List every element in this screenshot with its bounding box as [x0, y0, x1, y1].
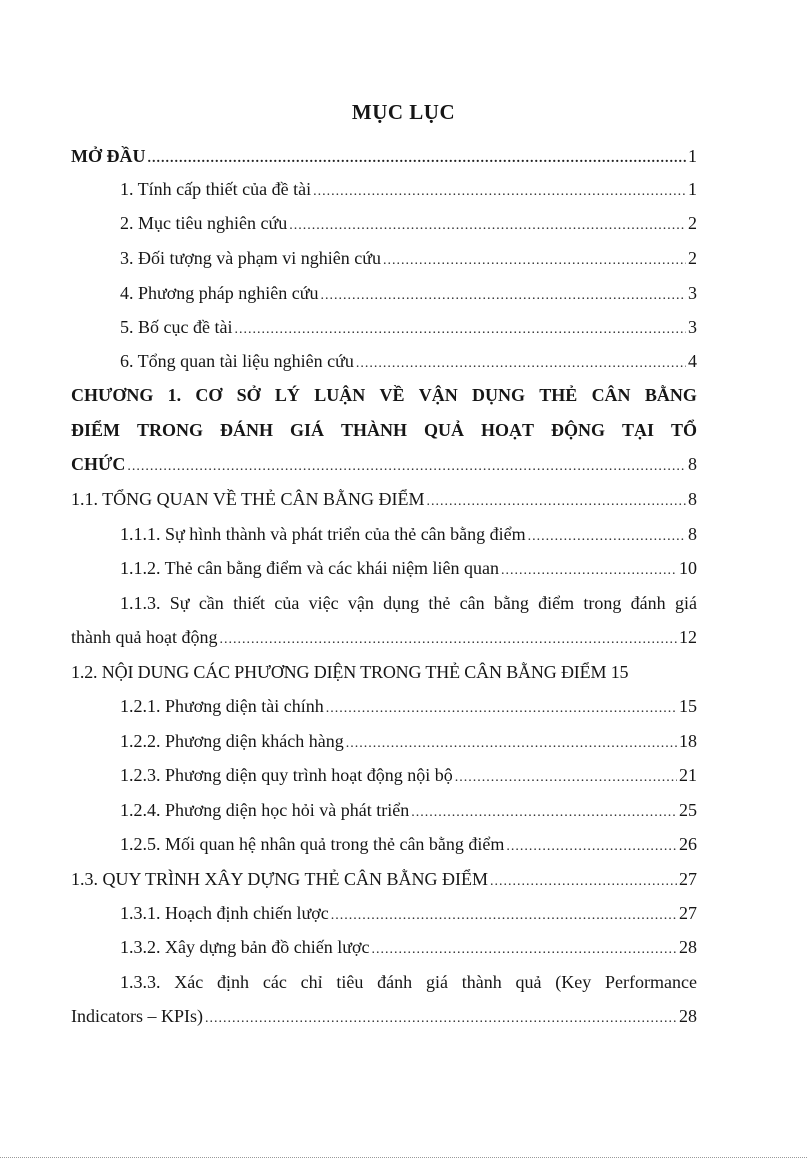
toc-section-1-3-3-line-1[interactable] — [120, 967, 697, 997]
toc-page-number: 21 — [679, 765, 697, 785]
toc-page-number: 27 — [679, 903, 697, 923]
word: TỔ — [670, 420, 697, 440]
toc-entry-6[interactable] — [120, 346, 697, 376]
toc-chapter-1-line-2[interactable] — [71, 415, 697, 445]
dot-leader — [321, 281, 686, 311]
word: CHƯƠNG — [71, 385, 154, 405]
toc-page-number: 3 — [688, 317, 697, 337]
toc-entry-text: 1.2.4. Phương diện học hỏi và phát triển — [120, 800, 410, 820]
word: TẠI — [621, 420, 654, 440]
toc-section-1-3-3-line-2[interactable] — [71, 1001, 697, 1031]
word: thẻ — [428, 593, 451, 613]
dot-leader — [148, 144, 687, 174]
toc-page-number: 25 — [679, 800, 697, 820]
word: dụng — [383, 593, 420, 613]
toc-section-1-2-4[interactable] — [120, 795, 697, 825]
toc-page-number: 15 — [679, 696, 697, 716]
word: QUẢ — [423, 420, 464, 440]
toc-entry-1[interactable] — [120, 174, 697, 204]
toc-entry-text: 2. Mục tiêu nghiên cứu — [120, 213, 288, 233]
word: các — [262, 972, 287, 992]
dot-leader — [455, 763, 677, 793]
toc-page-number: 4 — [688, 351, 697, 371]
dot-leader — [356, 349, 686, 379]
toc-page-number: 8 — [688, 524, 697, 544]
dot-leader — [346, 729, 677, 759]
word: thành — [461, 972, 502, 992]
toc-entry-text: 1.3. QUY TRÌNH XÂY DỰNG THẺ CÂN BẰNG ĐIỂM — [71, 869, 488, 889]
toc-page-number: 26 — [679, 834, 697, 854]
word: LUẬN — [314, 385, 366, 405]
word: giá — [425, 972, 448, 992]
word: đánh — [377, 972, 413, 992]
toc-entry-text: 1.1.2. Thẻ cân bằng điểm và các khái niệm liên quan — [120, 558, 500, 578]
page-bottom-edge — [0, 1156, 807, 1158]
word: cần — [198, 593, 224, 613]
toc-section-1-2-3[interactable] — [120, 760, 697, 790]
toc-page-number: 27 — [679, 869, 697, 889]
toc-entry-text: 1. Tính cấp thiết của đề tài — [120, 179, 312, 199]
word: định — [217, 972, 250, 992]
toc-entry-text: Indicators – KPIs) — [71, 1006, 203, 1026]
toc-entry-text: MỞ ĐẦU — [71, 146, 146, 166]
word: đánh — [630, 593, 666, 613]
dot-leader — [289, 211, 686, 241]
word: THẺ — [539, 385, 578, 405]
toc-entry-text: 1.1.1. Sự hình thành và phát triển của thẻ cân bằng điểm — [120, 524, 526, 544]
toc-page-number: 12 — [679, 627, 697, 647]
toc-entry-text: CHỨC — [71, 454, 126, 474]
dot-leader — [371, 935, 677, 965]
toc-entry-text: 1.3.1. Hoạch định chiến lược — [120, 903, 329, 923]
word: điểm — [538, 593, 575, 613]
word: (Key — [555, 972, 592, 992]
word: quả — [515, 972, 542, 992]
toc-entry-text: 1.2.1. Phương diện tài chính — [120, 696, 324, 716]
dot-leader — [219, 625, 677, 655]
word: 1.3.3. — [120, 972, 161, 992]
toc-page-number: 28 — [679, 1006, 697, 1026]
word: trong — [583, 593, 622, 613]
toc-page-number: 28 — [679, 937, 697, 957]
toc-section-1-3-1[interactable] — [120, 898, 697, 928]
word: GIÁ — [289, 420, 324, 440]
word: VẬN — [418, 385, 458, 405]
toc-page-number: 2 — [688, 248, 697, 268]
toc-section-1-2-2[interactable] — [120, 726, 697, 756]
dot-leader — [383, 246, 686, 276]
dot-leader — [313, 177, 686, 207]
dot-leader — [506, 832, 677, 862]
dot-leader — [127, 452, 686, 482]
dot-leader — [427, 487, 687, 517]
word: Xác — [174, 972, 204, 992]
toc-entry-text: 6. Tổng quan tài liệu nghiên cứu — [120, 351, 354, 371]
toc-entry-text: thành quả hoạt động — [71, 627, 218, 647]
toc-page-number: 1 — [688, 146, 697, 166]
word: CƠ — [195, 385, 223, 405]
toc-entry-5[interactable] — [120, 312, 697, 342]
toc-page-number: 10 — [679, 558, 697, 578]
toc-section-1-1-2[interactable] — [120, 553, 697, 583]
toc-section-1-2[interactable] — [71, 657, 697, 687]
dot-leader — [326, 694, 677, 724]
toc-entry-3[interactable] — [120, 243, 697, 273]
word: bằng — [493, 593, 529, 613]
toc-section-1-1[interactable] — [71, 484, 697, 514]
word: VỀ — [379, 385, 405, 405]
word: Sự — [169, 593, 190, 613]
toc-section-1-1-3-line-1[interactable] — [120, 588, 697, 618]
word: vận — [347, 593, 374, 613]
word: giá — [674, 593, 697, 613]
dot-leader — [234, 315, 686, 345]
toc-chapter-1-line-3[interactable] — [71, 449, 697, 479]
toc-page-number: 18 — [679, 731, 697, 751]
word: tiêu — [336, 972, 364, 992]
toc-page-number: 8 — [688, 454, 697, 474]
word: Performance — [605, 972, 697, 992]
word: 1.1.3. — [120, 593, 161, 613]
toc-entry-text: 1.2.3. Phương diện quy trình hoạt động nội bộ — [120, 765, 453, 785]
word: cân — [459, 593, 485, 613]
toc-section-1-3[interactable] — [71, 864, 697, 894]
word: LÝ — [274, 385, 300, 405]
dot-leader — [501, 556, 677, 586]
dot-leader — [490, 867, 677, 897]
word: ĐÁNH — [219, 420, 273, 440]
toc-chapter-1-line-1[interactable] — [71, 380, 697, 410]
toc-entry-text: 1.2.5. Mối quan hệ nhân quả trong thẻ cân bằng điểm — [120, 834, 505, 854]
toc-section-1-1-3-line-2[interactable] — [71, 622, 697, 652]
toc-page-number: 1 — [688, 179, 697, 199]
toc-section-1-1-1[interactable] — [120, 519, 697, 549]
word: thiết — [233, 593, 266, 613]
word: THÀNH — [340, 420, 407, 440]
dot-leader — [411, 798, 677, 828]
toc-entry-text: 4. Phương pháp nghiên cứu — [120, 283, 319, 303]
word: DỤNG — [472, 385, 526, 405]
toc-section-1-3-2[interactable] — [120, 932, 697, 962]
word: SỞ — [236, 385, 261, 405]
word: ĐIỂM — [71, 420, 120, 440]
toc-entry-text: 1.2. NỘI DUNG CÁC PHƯƠNG DIỆN TRONG THẺ CÂN BẰNG ĐIỂM 15 — [71, 662, 629, 682]
toc-page-number: 3 — [688, 283, 697, 303]
toc-entry-4[interactable] — [120, 278, 697, 308]
word: TRONG — [136, 420, 203, 440]
dot-leader — [528, 522, 686, 552]
toc-entry-text: 3. Đối tượng và phạm vi nghiên cứu — [120, 248, 381, 268]
word: chỉ — [300, 972, 323, 992]
toc-section-1-2-1[interactable] — [120, 691, 697, 721]
word: BẰNG — [644, 385, 697, 405]
toc-page-number: 8 — [688, 489, 697, 509]
toc-page-number: 2 — [688, 213, 697, 233]
word: HOẠT — [480, 420, 534, 440]
toc-entry-text: 1.2.2. Phương diện khách hàng — [120, 731, 344, 751]
word: CÂN — [591, 385, 631, 405]
word: 1. — [167, 385, 182, 405]
page-title: MỤC LỤC — [351, 100, 456, 124]
dot-leader — [205, 1004, 677, 1034]
toc-entry-text: 1.1. TỔNG QUAN VỀ THẺ CÂN BẰNG ĐIỂM — [71, 489, 425, 509]
word: việc — [308, 593, 339, 613]
word: của — [274, 593, 300, 613]
toc-entry-text: 5. Bố cục đề tài — [120, 317, 233, 337]
toc-entry-2[interactable] — [120, 208, 697, 238]
dot-leader — [331, 901, 677, 931]
toc-entry-text: 1.3.2. Xây dựng bản đồ chiến lược — [120, 937, 370, 957]
word: ĐỘNG — [550, 420, 605, 440]
toc-entry-mo-dau[interactable] — [71, 141, 697, 171]
toc-section-1-2-5[interactable] — [120, 829, 697, 859]
